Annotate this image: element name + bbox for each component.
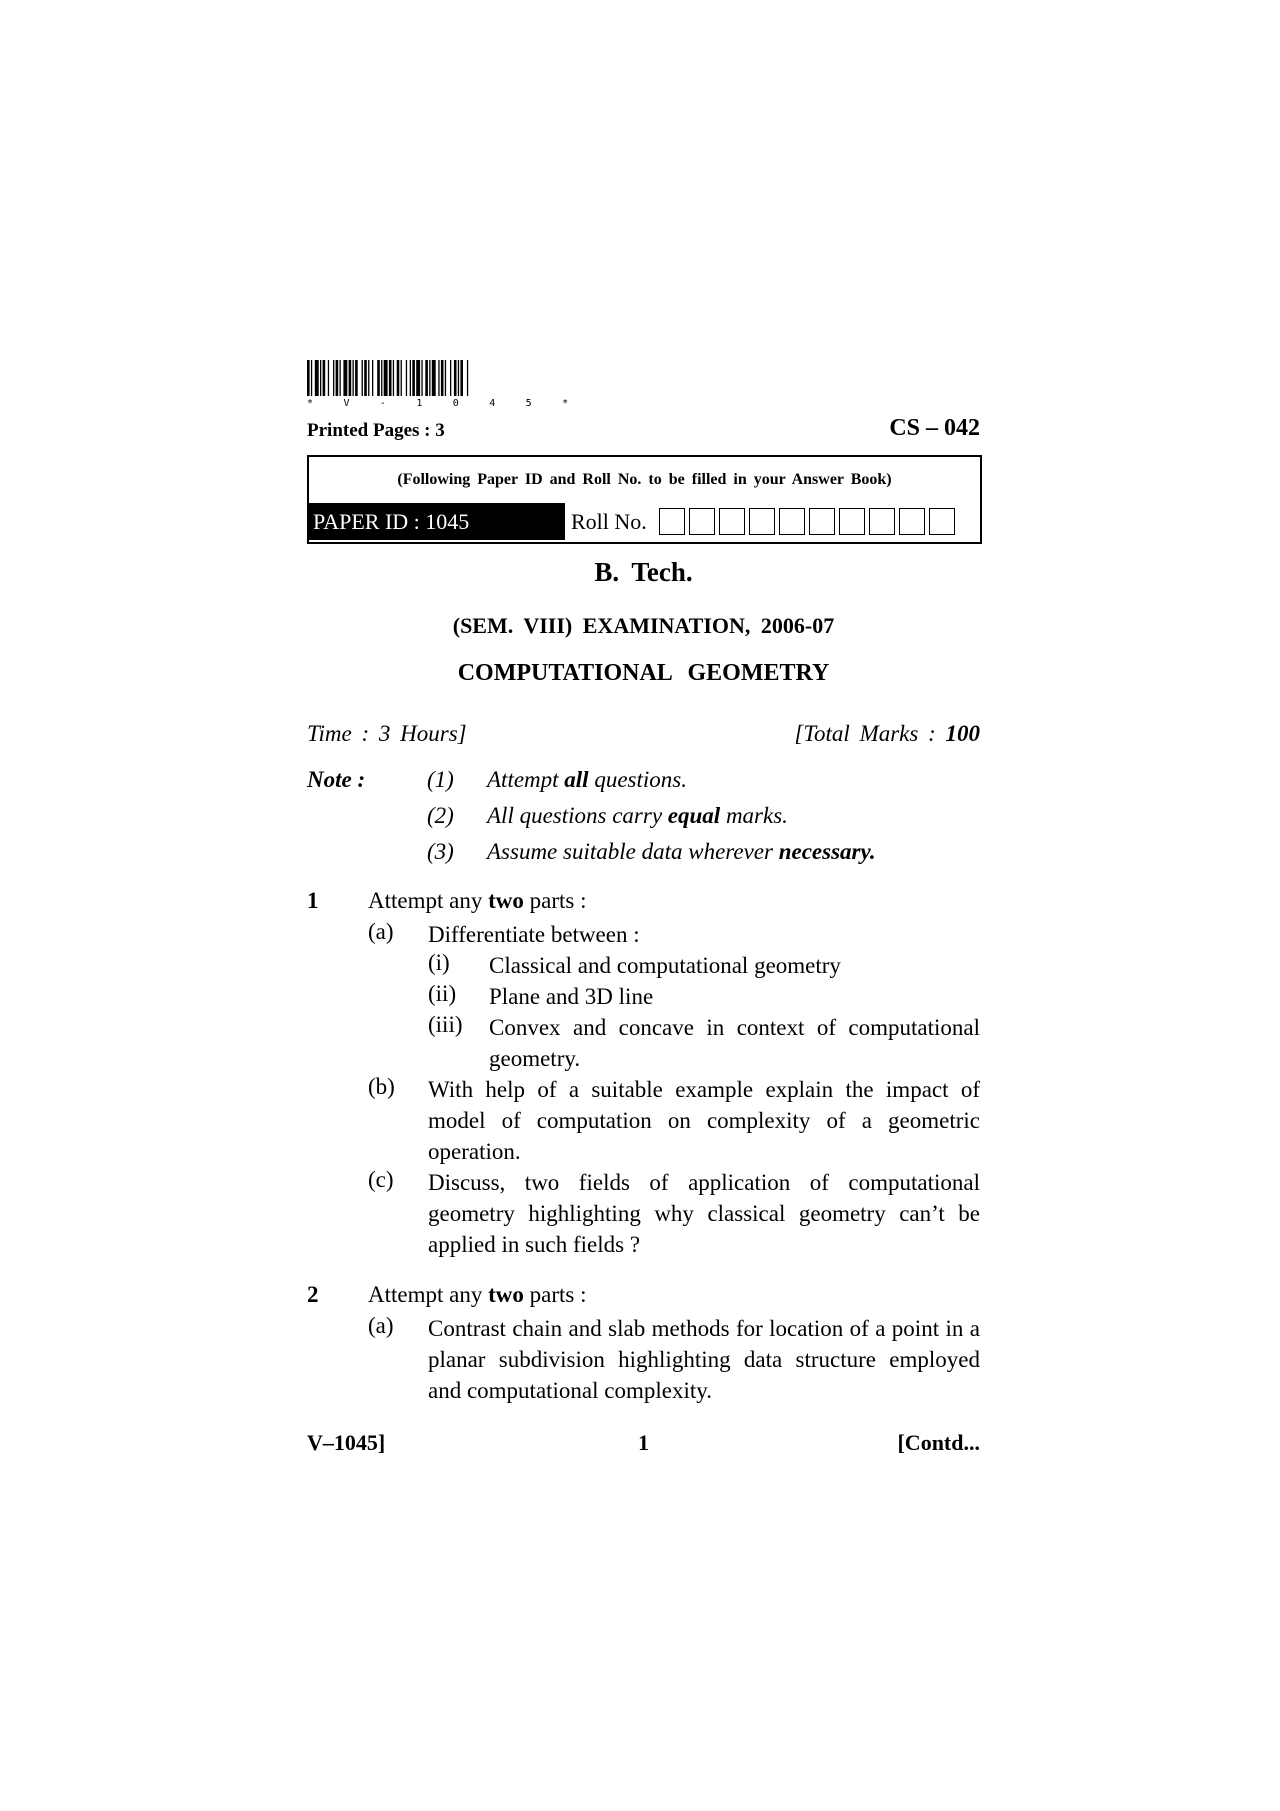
- note-item-text: questions.: [588, 767, 687, 792]
- question-number: 1: [307, 888, 319, 913]
- barcode-text: * V - 1 0 4 5 *: [307, 398, 581, 409]
- footer-paper-code: V–1045]: [307, 1430, 386, 1455]
- note-item-text: marks.: [720, 803, 788, 828]
- total-marks: [794, 721, 980, 747]
- question-instruction-text: parts :: [523, 888, 587, 913]
- note-item-emphasis: all: [564, 767, 589, 792]
- note-item-number: (2): [427, 803, 454, 828]
- total-marks-value: 100: [945, 721, 980, 746]
- roll-number-cell: [689, 508, 715, 535]
- exam-paper-page: [307, 360, 980, 1460]
- note-item: [427, 767, 687, 793]
- paper-id-box: [307, 455, 982, 544]
- note-item: [427, 803, 788, 829]
- roll-number-cell: [899, 508, 925, 535]
- question-instruction-text: Attempt any: [368, 1282, 489, 1307]
- id-box-instruction: (Following Paper ID and Roll No. to be filled in your Answer Book): [397, 471, 892, 488]
- note-item-number: (1): [427, 767, 454, 792]
- part-text: Contrast chain and slab methods for location of a point in a planar subdivision highlighting data structure employed and computational complexity.: [428, 1316, 980, 1403]
- question-instruction-emphasis: two: [488, 888, 524, 913]
- question-instruction-text: parts :: [523, 1282, 587, 1307]
- exam-title: (SEM. VIII) EXAMINATION, 2006-07: [452, 613, 835, 638]
- question-instruction: [368, 1282, 586, 1308]
- part-label: (a): [368, 919, 394, 944]
- question-instruction-text: Attempt any: [368, 888, 489, 913]
- subpart-label: (i): [428, 950, 450, 975]
- subpart-text: Convex and concave in context of computational geometry.: [489, 1015, 980, 1071]
- footer-page-number: 1: [638, 1430, 649, 1455]
- part-text: With help of a suitable example explain the impact of model of computation on complexity of a geometric operation.: [428, 1077, 980, 1164]
- course-code: CS – 042: [889, 415, 980, 441]
- subject-title: COMPUTATIONAL GEOMETRY: [457, 660, 830, 686]
- part-label: (c): [368, 1167, 394, 1192]
- note-item-text: All questions carry: [487, 803, 668, 828]
- roll-number-cell: [779, 508, 805, 535]
- subpart-label: (ii): [428, 981, 457, 1006]
- footer-continued: [Contd...: [897, 1430, 980, 1455]
- total-marks-label: [Total Marks :: [794, 721, 946, 746]
- question-instruction: [368, 888, 586, 914]
- note-item-text: Attempt: [487, 767, 565, 792]
- part-label: (a): [368, 1313, 394, 1338]
- roll-number-cell: [719, 508, 745, 535]
- roll-number-cell: [869, 508, 895, 535]
- printed-pages: Printed Pages : 3: [307, 420, 445, 441]
- note-label: Note :: [307, 767, 366, 792]
- degree-title: B. Tech.: [594, 557, 693, 587]
- exam-time: Time : 3 Hours]: [307, 721, 467, 746]
- note-item-emphasis: necessary.: [778, 839, 876, 864]
- barcode-image: [307, 360, 580, 396]
- note-item: [427, 839, 876, 865]
- part-text: Differentiate between :: [428, 922, 640, 947]
- roll-number-cell: [839, 508, 865, 535]
- roll-number-cell: [749, 508, 775, 535]
- subpart-text: Plane and 3D line: [489, 984, 654, 1009]
- subpart-label: (iii): [428, 1012, 463, 1037]
- roll-number-cell: [929, 508, 955, 535]
- part-text: Discuss, two fields of application of computational geometry highlighting why classical geometry can’t be applied in such fields ?: [428, 1170, 980, 1257]
- roll-number-cell: [809, 508, 835, 535]
- question-number: 2: [307, 1282, 319, 1307]
- paper-id-label: PAPER ID : 1045: [309, 503, 565, 540]
- question-instruction-emphasis: two: [488, 1282, 524, 1307]
- note-item-text: Assume suitable data wherever: [487, 839, 779, 864]
- roll-number-cell: [659, 508, 685, 535]
- note-item-emphasis: equal: [667, 803, 721, 828]
- subpart-text: Classical and computational geometry: [489, 953, 841, 978]
- roll-number-cells: [659, 508, 959, 535]
- roll-number-label: Roll No.: [571, 509, 647, 534]
- note-item-number: (3): [427, 839, 454, 864]
- part-label: (b): [368, 1074, 395, 1099]
